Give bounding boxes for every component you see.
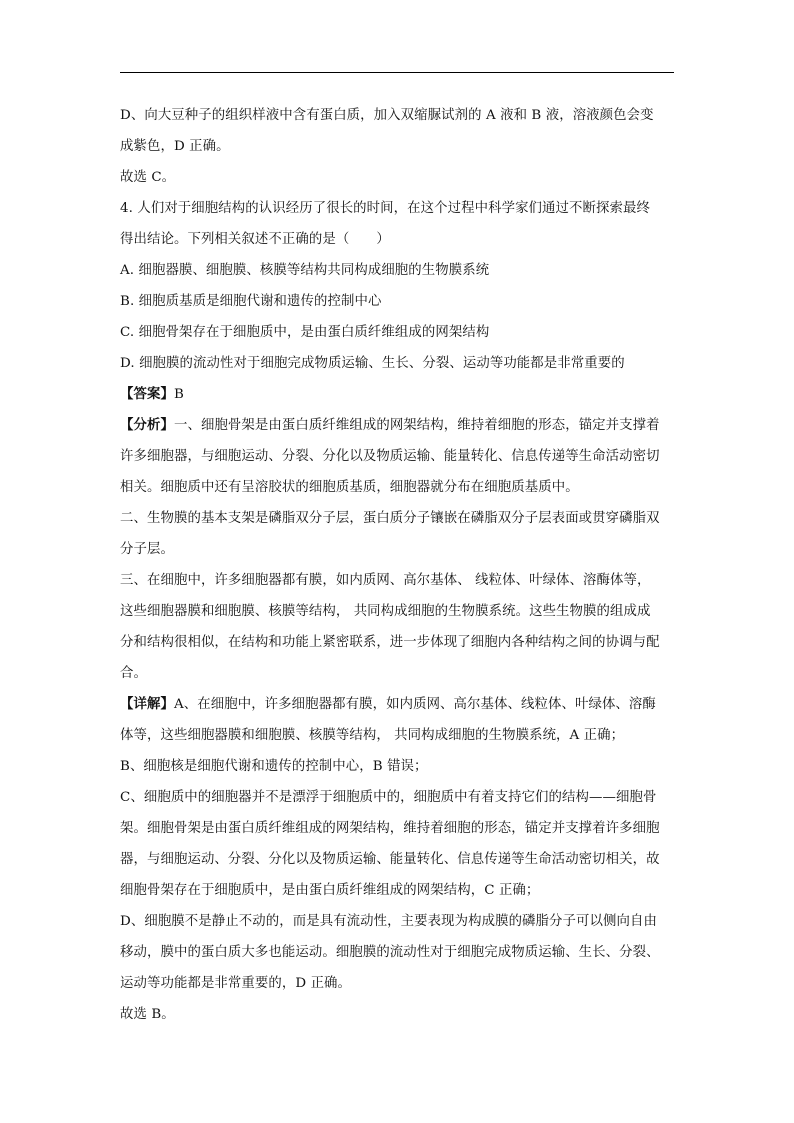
line-text: A. 细胞器膜、细胞膜、核膜等结构共同构成细胞的生物膜系统 bbox=[120, 263, 490, 278]
text-line bbox=[120, 565, 676, 596]
text-line bbox=[120, 906, 676, 937]
section-label: 【分析】 bbox=[120, 417, 174, 433]
text-line bbox=[120, 596, 676, 627]
line-text: C. 细胞骨架存在于细胞质中，是由蛋白质纤维组成的网架结构 bbox=[120, 325, 490, 340]
text-line bbox=[120, 224, 676, 255]
text-line bbox=[120, 348, 676, 379]
line-text: B、细胞核是细胞代谢和遗传的控制中心，B 错误； bbox=[120, 759, 428, 774]
text-line bbox=[120, 503, 676, 534]
line-text: 得出结论。下列相关叙述不正确的是（ ） bbox=[120, 232, 390, 247]
text-line bbox=[120, 379, 676, 410]
text-line bbox=[120, 999, 676, 1030]
line-text: B bbox=[173, 387, 184, 402]
line-text: A、在细胞中，许多细胞器都有膜，如内质网、高尔基体、线粒体、叶绿体、溶酶 bbox=[173, 697, 656, 712]
text-line bbox=[120, 627, 676, 658]
line-text: 细胞骨架存在于细胞质中，是由蛋白质纤维组成的网架结构，C 正确； bbox=[120, 883, 540, 898]
text-line bbox=[120, 441, 676, 472]
line-text: 体等，这些细胞器膜和细胞膜、核膜等结构， 共同构成细胞的生物膜系统，A 正确； bbox=[120, 728, 625, 743]
text-line bbox=[120, 937, 676, 968]
line-text: 许多细胞器，与细胞运动、分裂、分化以及物质运输、能量转化、信息传递等生命活动密切 bbox=[120, 449, 660, 464]
line-text: 故选 B。 bbox=[120, 1007, 175, 1022]
line-text: 移动，膜中的蛋白质大多也能运动。细胞膜的流动性对于细胞完成物质运输、生长、分裂、 bbox=[120, 945, 660, 960]
text-line bbox=[120, 317, 676, 348]
header-rule bbox=[120, 72, 674, 73]
line-text: D、细胞膜不是静止不动的，而是具有流动性，主要表现为构成膜的磷脂分子可以侧向自由 bbox=[120, 914, 657, 929]
text-line bbox=[120, 968, 676, 999]
text-line bbox=[120, 286, 676, 317]
text-line bbox=[120, 193, 676, 224]
line-text: D. 细胞膜的流动性对于细胞完成物质运输、生长、分裂、运动等功能都是非常重要的 bbox=[120, 356, 625, 371]
line-text: D、向大豆种子的组织样液中含有蛋白质，加入双缩脲试剂的 A 液和 B 液，溶液颜色会变 bbox=[120, 108, 654, 123]
line-text: 运动等功能都是非常重要的，D 正确。 bbox=[120, 976, 352, 991]
line-text: 合。 bbox=[120, 666, 147, 681]
text-line bbox=[120, 162, 676, 193]
line-text: 一、细胞骨架是由蛋白质纤维组成的网架结构，维持着细胞的形态，锚定并支撑着 bbox=[173, 418, 660, 433]
text-line bbox=[120, 720, 676, 751]
line-text: 器，与细胞运动、分裂、分化以及物质运输、能量转化、信息传递等生命活动密切相关，故 bbox=[120, 852, 660, 867]
line-text: 三、在细胞中，许多细胞器都有膜，如内质网、高尔基体、 线粒体、叶绿体、溶酶体等， bbox=[120, 573, 651, 588]
text-line bbox=[120, 658, 676, 689]
line-text: 架。细胞骨架是由蛋白质纤维组成的网架结构，维持着细胞的形态，锚定并支撑着许多细胞 bbox=[120, 821, 660, 836]
line-text: 二、生物膜的基本支架是磷脂双分子层，蛋白质分子镶嵌在磷脂双分子层表面或贯穿磷脂双 bbox=[120, 511, 660, 526]
text-line bbox=[120, 472, 676, 503]
text-line bbox=[120, 689, 676, 720]
text-line bbox=[120, 534, 676, 565]
line-text: 分子层。 bbox=[120, 542, 174, 557]
line-text: 成紫色，D 正确。 bbox=[120, 139, 230, 154]
section-label: 【答案】 bbox=[120, 386, 174, 402]
line-text: 这些细胞器膜和细胞膜、核膜等结构， 共同构成细胞的生物膜系统。这些生物膜的组成成 bbox=[120, 604, 651, 619]
text-line bbox=[120, 813, 676, 844]
text-line bbox=[120, 875, 676, 906]
line-text: 分和结构很相似，在结构和功能上紧密联系，进一步体现了细胞内各种结构之间的协调与配 bbox=[120, 635, 660, 650]
text-line bbox=[120, 844, 676, 875]
text-line bbox=[120, 255, 676, 286]
line-text: B. 细胞质基质是细胞代谢和遗传的控制中心 bbox=[120, 294, 382, 309]
line-text: 故选 C。 bbox=[120, 170, 176, 185]
line-text: 4. 人们对于细胞结构的认识经历了很长的时间，在这个过程中科学家们通过不断探索最终 bbox=[120, 201, 650, 216]
text-line bbox=[120, 410, 676, 441]
text-line bbox=[120, 751, 676, 782]
text-line bbox=[120, 782, 676, 813]
line-text: C、细胞质中的细胞器并不是漂浮于细胞质中的，细胞质中有着支持它们的结构——细胞骨 bbox=[120, 790, 657, 805]
text-line bbox=[120, 100, 676, 131]
section-label: 【详解】 bbox=[120, 696, 174, 712]
document-body bbox=[120, 100, 676, 1030]
line-text: 相关。细胞质中还有呈溶胶状的细胞质基质，细胞器就分布在细胞质基质中。 bbox=[120, 480, 579, 495]
text-line bbox=[120, 131, 676, 162]
